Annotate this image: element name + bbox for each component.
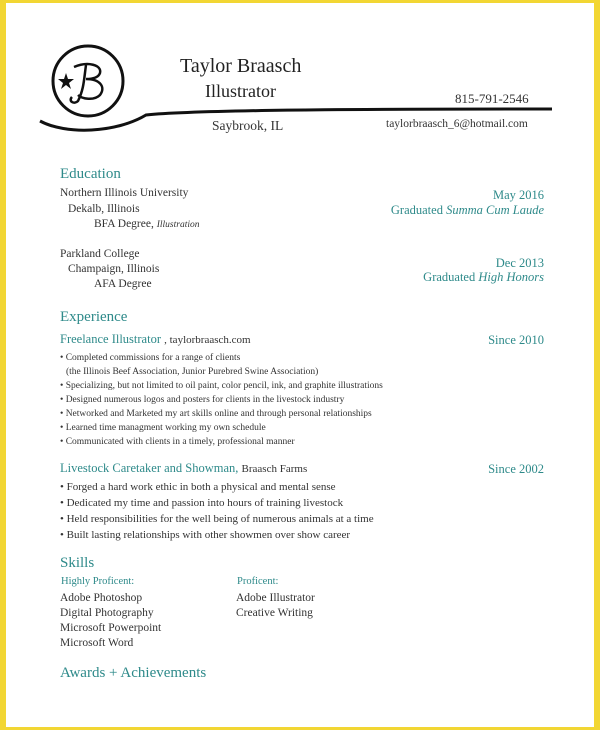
edu-honor-prefix-2: Graduated bbox=[423, 270, 476, 284]
candidate-title: Illustrator bbox=[205, 81, 276, 101]
edu-date-2: Dec 2013 bbox=[495, 256, 544, 270]
email-address[interactable]: taylorbraasch_6@hotmail.com bbox=[386, 118, 528, 130]
job-since-1: Since 2010 bbox=[488, 333, 544, 347]
skill-proficient-2: Creative Writing bbox=[236, 607, 313, 619]
edu-school-2: Parkland College bbox=[60, 248, 140, 260]
edu-date-1: May 2016 bbox=[492, 188, 544, 202]
job1-bullet-4: • Designed numerous logos and posters for clients in the livestock industry bbox=[60, 395, 345, 405]
job2-bullet-4: • Built lasting relationships with other showmen over show career bbox=[60, 529, 351, 541]
awards-heading: Awards + Achievements bbox=[60, 665, 207, 681]
skill-highly-1: Adobe Photoshop bbox=[60, 592, 143, 604]
job1-bullet-2: (the Illinois Beef Association, Junior Purebred Swine Association) bbox=[66, 367, 319, 377]
job-title-2 bbox=[60, 461, 307, 476]
edu-honor-2 bbox=[423, 270, 544, 285]
edu-degree-label-1: BFA Degree, bbox=[94, 218, 154, 230]
job1-bullet-5: • Networked and Marketed my art skills online and through personal relationships bbox=[60, 409, 372, 419]
skill-highly-3: Microsoft Powerpoint bbox=[60, 622, 162, 634]
phone-number: 815-791-2546 bbox=[455, 91, 529, 106]
edu-honor-1 bbox=[391, 203, 544, 218]
skill-proficient-1: Adobe Illustrator bbox=[236, 592, 315, 604]
job1-bullet-7: • Communicated with clients in a timely, professional manner bbox=[60, 437, 295, 447]
edu-major-1: Illustration bbox=[156, 220, 200, 230]
edu-place-2: Champaign, Illinois bbox=[68, 263, 160, 275]
skill-highly-4: Microsoft Word bbox=[60, 637, 134, 649]
job-title-1 bbox=[60, 332, 251, 347]
skills-heading: Skills bbox=[60, 555, 95, 571]
job2-bullet-1: • Forged a hard work ethic in both a physical and mental sense bbox=[60, 481, 336, 493]
job2-bullet-2: • Dedicated my time and passion into hours of training livestock bbox=[60, 497, 344, 509]
job-role-1: Freelance Illustrator bbox=[60, 332, 161, 346]
job-since-2: Since 2002 bbox=[488, 462, 544, 476]
job1-bullet-3: • Specializing, but not limited to oil paint, color pencil, ink, and graphite illustrations bbox=[60, 381, 383, 391]
job-role-2: Livestock Caretaker and Showman, bbox=[60, 461, 239, 475]
job-org-2: Braasch Farms bbox=[241, 463, 308, 475]
edu-school-1: Northern Illinois University bbox=[60, 187, 189, 199]
edu-honor-prefix-1: Graduated bbox=[390, 203, 443, 217]
experience-heading: Experience bbox=[60, 309, 128, 325]
job-org-1: , taylorbraasch.com bbox=[164, 334, 251, 346]
edu-place-1: Dekalb, Illinois bbox=[68, 203, 140, 215]
resume-page bbox=[6, 3, 594, 727]
edu-degree-2: AFA Degree bbox=[94, 278, 152, 290]
proficient-label: Proficent: bbox=[237, 576, 279, 587]
job2-bullet-3: • Held responsibilities for the well being of numerous animals at a time bbox=[60, 513, 374, 525]
job1-bullet-6: • Learned time managment working my own schedule bbox=[60, 423, 266, 433]
education-heading: Education bbox=[60, 166, 121, 182]
job1-bullet-1: • Completed commissions for a range of clients bbox=[60, 353, 241, 363]
location: Saybrook, IL bbox=[212, 118, 284, 133]
highly-proficient-label: Highly Proficent: bbox=[61, 576, 135, 587]
edu-degree-1 bbox=[94, 218, 199, 230]
edu-honor-text-2: High Honors bbox=[478, 270, 544, 284]
candidate-name: Taylor Braasch bbox=[180, 55, 302, 77]
skill-highly-2: Digital Photography bbox=[60, 607, 154, 619]
edu-honor-text-1: Summa Cum Laude bbox=[446, 203, 544, 217]
